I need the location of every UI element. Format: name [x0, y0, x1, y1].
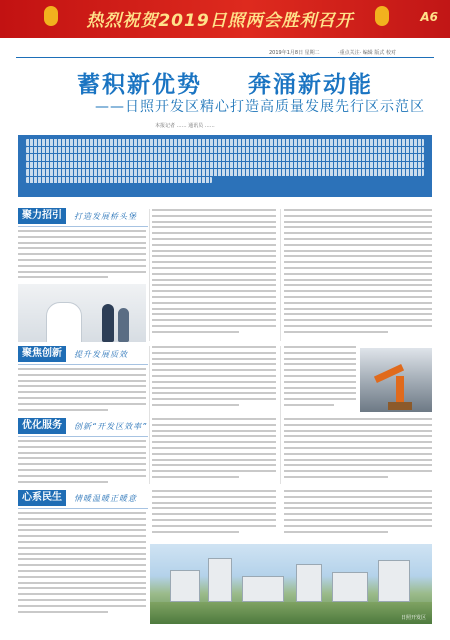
dateline-date: 2019年1月8日 星期二: [269, 50, 320, 56]
lead-text-line: [26, 177, 212, 184]
section-header-service: [18, 418, 147, 434]
lead-text-line: [26, 154, 424, 161]
banner-title: 热烈祝贺2019日照两会胜利召开: [86, 11, 354, 31]
article-column: [18, 230, 146, 282]
lead-text-line: [26, 169, 424, 176]
dateline-editors: ·重点关注· 编辑 版式 校对: [338, 50, 396, 56]
byline: 本报记者 …… 通讯员 ……: [155, 123, 215, 129]
photo-development-zone-aerial: [150, 544, 432, 624]
headline-part2: 奔涌新动能: [248, 72, 374, 98]
lantern-icon: [44, 6, 58, 26]
section-rule: [18, 226, 148, 227]
article-column: [284, 418, 432, 484]
lantern-icon: [375, 6, 389, 26]
lead-summary-box: [18, 135, 432, 197]
article-column: [18, 440, 146, 484]
main-headline: [0, 66, 450, 99]
masthead-banner: [0, 0, 450, 38]
section-rule: [18, 436, 148, 437]
photo-credit: 日照开发区: [400, 615, 426, 621]
headline-part1: 蓄积新优势: [76, 72, 202, 98]
article-column: [152, 418, 276, 484]
section-rule: [18, 364, 148, 365]
top-rule: [16, 57, 434, 58]
lead-text-line: [26, 139, 424, 146]
section-header-innovate: [18, 346, 128, 362]
section-rule: [18, 508, 148, 509]
article-column: [18, 512, 146, 622]
section-tag: 优化服务: [18, 418, 66, 434]
photo-factory-robot-arm: [360, 348, 432, 412]
section-subtitle: 创新“开发区效率”: [74, 421, 148, 431]
article-column: [18, 368, 146, 412]
robot-figure: [46, 302, 82, 342]
article-column: [152, 209, 276, 341]
section-subtitle: 提升发展质效: [74, 349, 128, 359]
section-subtitle: 情暖温暖正暖意: [74, 493, 137, 503]
article-column: [284, 346, 356, 412]
article-column: [284, 490, 432, 540]
page-number: A6: [420, 10, 438, 24]
article-column: [284, 209, 432, 341]
section-subtitle: 打造发展桥头堡: [74, 211, 137, 221]
lead-text-line: [26, 162, 424, 169]
article-column: [152, 490, 276, 540]
lead-text-line: [26, 147, 424, 154]
section-tag: 聚焦创新: [18, 346, 66, 362]
section-tag: 心系民生: [18, 490, 66, 506]
sub-headline: ——日照开发区精心打造高质量发展先行区示范区: [95, 99, 425, 115]
section-header-recruit: [18, 208, 137, 224]
article-column: [152, 346, 276, 412]
section-header-livelihood: [18, 490, 137, 506]
section-tag: 聚力招引: [18, 208, 66, 224]
photo-robot-exhibit: [18, 284, 146, 342]
